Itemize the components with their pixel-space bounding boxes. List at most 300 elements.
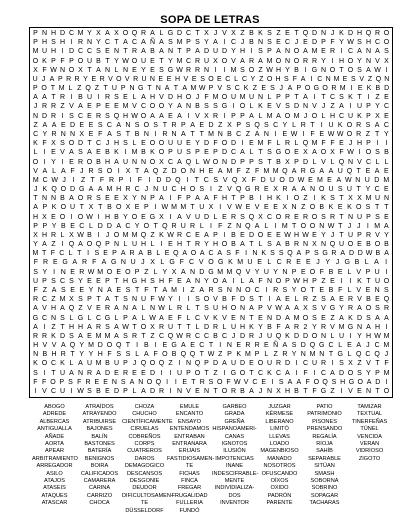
grid-letter[interactable]: E [94,378,100,386]
grid-letter[interactable]: L [52,167,57,175]
grid-letter[interactable]: O [300,286,307,294]
grid-letter[interactable]: V [276,103,281,111]
grid-letter[interactable]: I [34,387,37,395]
grid-letter[interactable]: Z [258,66,263,74]
grid-letter[interactable]: P [42,277,47,285]
grid-letter[interactable]: Y [312,323,317,331]
grid-letter[interactable]: C [185,30,192,38]
grid-letter[interactable]: Z [80,176,86,184]
grid-letter[interactable]: H [221,195,228,203]
grid-letter[interactable]: I [97,231,100,239]
grid-letter[interactable]: F [144,286,149,294]
grid-letter[interactable]: B [150,48,155,56]
grid-letter[interactable]: W [131,112,138,120]
grid-letter[interactable]: U [212,48,219,56]
grid-letter[interactable]: N [50,314,57,322]
grid-letter[interactable]: H [149,94,156,102]
grid-letter[interactable]: B [375,85,381,93]
grid-letter[interactable]: A [195,195,200,203]
grid-letter[interactable]: N [104,66,111,74]
grid-letter[interactable]: O [284,149,291,157]
grid-letter[interactable]: L [199,222,204,230]
grid-letter[interactable]: Y [141,66,146,74]
grid-letter[interactable]: U [212,305,219,313]
grid-letter[interactable]: M [263,167,270,175]
grid-letter[interactable]: Y [250,75,256,83]
grid-letter[interactable]: P [87,296,92,304]
grid-letter[interactable]: D [149,369,156,377]
grid-letter[interactable]: O [217,378,223,386]
grid-letter[interactable]: M [131,149,138,157]
grid-letter[interactable]: Y [321,57,326,65]
grid-letter[interactable]: A [195,48,200,56]
grid-letter[interactable]: M [338,323,345,331]
grid-letter[interactable]: K [357,112,362,120]
grid-letter[interactable]: X [51,140,56,148]
grid-letter[interactable]: A [138,250,144,258]
grid-letter[interactable]: D [347,30,354,38]
grid-letter[interactable]: S [350,75,356,83]
grid-letter[interactable]: U [176,149,183,157]
grid-letter[interactable]: R [50,112,57,120]
grid-letter[interactable]: A [254,131,260,138]
grid-letter[interactable]: A [177,213,182,221]
grid-letter[interactable]: O [365,305,372,313]
grid-letter[interactable]: D [106,222,112,230]
grid-letter[interactable]: L [69,360,74,368]
grid-letter[interactable]: G [32,314,39,322]
grid-letter[interactable]: I [313,94,316,102]
grid-letter[interactable]: A [51,286,57,294]
grid-letter[interactable]: A [159,48,164,56]
grid-letter[interactable]: T [375,387,380,395]
grid-letter[interactable]: K [366,85,372,93]
grid-letter[interactable]: S [339,94,344,102]
grid-letter[interactable]: P [227,351,232,359]
grid-letter[interactable]: W [266,66,273,74]
grid-letter[interactable]: L [375,158,380,166]
grid-letter[interactable]: C [189,259,195,267]
grid-letter[interactable]: R [284,213,291,221]
grid-letter[interactable]: E [79,286,85,294]
grid-letter[interactable]: I [313,369,316,377]
grid-letter[interactable]: R [230,213,237,221]
grid-letter[interactable]: R [95,323,102,331]
grid-letter[interactable]: O [221,94,228,102]
grid-letter[interactable]: N [155,85,161,93]
grid-letter[interactable]: D [348,250,355,258]
grid-letter[interactable]: A [291,186,297,194]
grid-letter[interactable]: L [160,259,165,267]
grid-letter[interactable]: A [107,286,112,294]
grid-letter[interactable]: O [203,296,210,304]
grid-letter[interactable]: N [221,158,228,166]
grid-letter[interactable]: A [276,241,281,249]
grid-letter[interactable]: S [278,250,284,258]
grid-letter[interactable]: X [282,204,288,212]
grid-letter[interactable]: S [96,48,101,56]
grid-letter[interactable]: M [309,351,316,359]
grid-letter[interactable]: P [305,250,310,258]
grid-letter[interactable]: J [258,332,263,340]
grid-letter[interactable]: P [365,268,371,276]
grid-letter[interactable]: A [204,195,209,203]
grid-letter[interactable]: S [291,342,297,350]
grid-letter[interactable]: T [194,176,199,184]
grid-letter[interactable]: K [339,30,344,38]
grid-letter[interactable]: A [180,342,186,350]
grid-letter[interactable]: Y [51,158,56,166]
grid-letter[interactable]: D [221,48,228,56]
grid-letter[interactable]: U [374,195,381,203]
grid-letter[interactable]: F [330,39,335,47]
grid-letter[interactable]: T [51,94,56,102]
grid-letter[interactable]: A [162,286,168,294]
grid-letter[interactable]: I [340,48,343,56]
grid-letter[interactable]: D [230,140,237,148]
grid-letter[interactable]: A [88,186,94,194]
grid-letter[interactable]: F [179,259,184,267]
grid-letter[interactable]: R [171,222,177,230]
grid-letter[interactable]: U [347,112,354,120]
grid-letter[interactable]: I [43,158,46,166]
grid-letter[interactable]: T [328,351,334,359]
grid-letter[interactable]: L [141,305,146,313]
grid-letter[interactable]: X [276,387,281,395]
grid-letter[interactable]: M [131,231,138,239]
grid-letter[interactable]: E [114,103,119,111]
grid-letter[interactable]: V [231,57,236,65]
grid-letter[interactable]: Y [123,213,128,221]
grid-letter[interactable]: F [218,222,223,230]
grid-letter[interactable]: Y [96,39,101,47]
grid-letter[interactable]: E [300,268,306,276]
grid-letter[interactable]: A [217,167,223,175]
grid-letter[interactable]: L [240,277,245,285]
grid-letter[interactable]: P [231,112,236,120]
grid-letter[interactable]: E [285,30,290,38]
grid-letter[interactable]: L [347,286,352,294]
grid-letter[interactable]: C [328,342,334,350]
grid-letter[interactable]: O [383,39,390,47]
grid-letter[interactable]: A [116,121,122,129]
grid-letter[interactable]: O [194,369,201,377]
grid-letter[interactable]: E [319,286,325,294]
grid-letter[interactable]: I [331,360,334,368]
grid-letter[interactable]: H [284,387,291,395]
grid-letter[interactable]: E [52,259,58,267]
grid-letter[interactable]: U [337,167,343,175]
grid-letter[interactable]: Z [365,131,371,138]
grid-letter[interactable]: P [105,277,110,285]
grid-letter[interactable]: T [231,195,236,203]
grid-letter[interactable]: N [122,66,129,74]
grid-letter[interactable]: O [347,369,354,377]
grid-letter[interactable]: E [195,387,200,395]
grid-letter[interactable]: N [284,48,291,56]
grid-letter[interactable]: O [208,75,214,83]
grid-letter[interactable]: P [312,277,317,285]
grid-letter[interactable]: O [140,323,147,331]
grid-letter[interactable]: V [159,94,164,102]
grid-letter[interactable]: Ñ [149,39,156,47]
grid-letter[interactable]: O [122,30,129,38]
grid-letter[interactable]: Q [346,167,353,175]
grid-letter[interactable]: R [194,241,201,249]
grid-letter[interactable]: A [249,277,254,285]
grid-letter[interactable]: F [50,250,56,258]
grid-letter[interactable]: D [97,342,103,350]
grid-letter[interactable]: R [122,369,129,377]
grid-letter[interactable]: M [226,167,233,175]
grid-letter[interactable]: E [264,342,269,350]
grid-letter[interactable]: M [176,57,183,65]
grid-letter[interactable]: P [33,85,38,93]
grid-letter[interactable]: H [275,66,282,74]
grid-letter[interactable]: W [86,213,93,221]
grid-letter[interactable]: C [273,121,279,129]
grid-letter[interactable]: U [140,57,147,65]
grid-letter[interactable]: I [358,149,361,157]
grid-letter[interactable]: R [131,48,138,56]
grid-letter[interactable]: Y [88,286,94,294]
grid-letter[interactable]: A [330,296,335,304]
grid-letter[interactable]: A [374,121,380,129]
grid-letter[interactable]: R [208,286,214,294]
grid-letter[interactable]: U [230,94,237,102]
grid-letter[interactable]: N [32,112,39,120]
grid-letter[interactable]: P [180,121,186,129]
grid-letter[interactable]: H [340,378,346,386]
grid-letter[interactable]: I [340,277,343,285]
grid-letter[interactable]: Y [114,57,119,65]
grid-letter[interactable]: V [366,360,371,368]
grid-letter[interactable]: C [77,112,84,120]
grid-letter[interactable]: N [185,103,192,111]
grid-letter[interactable]: U [86,57,93,65]
grid-letter[interactable]: C [329,94,336,102]
grid-letter[interactable]: Y [365,186,371,194]
grid-letter[interactable]: X [33,66,38,74]
grid-letter[interactable]: G [337,351,343,359]
grid-letter[interactable]: I [53,268,56,276]
grid-letter[interactable]: X [204,112,209,120]
grid-letter[interactable]: Y [357,57,362,65]
grid-letter[interactable]: T [339,195,344,203]
grid-letter[interactable]: O [68,66,75,74]
grid-letter[interactable]: N [384,75,390,83]
grid-letter[interactable]: H [41,39,48,47]
grid-letter[interactable]: W [161,204,169,212]
grid-letter[interactable]: L [347,268,352,276]
grid-letter[interactable]: W [198,85,206,93]
grid-letter[interactable]: F [339,149,344,157]
grid-letter[interactable]: C [50,387,57,395]
grid-letter[interactable]: H [212,241,219,249]
grid-letter[interactable]: Y [325,259,331,267]
grid-letter[interactable]: N [140,195,147,203]
grid-letter[interactable]: E [337,268,343,276]
grid-letter[interactable]: C [275,369,282,377]
grid-letter[interactable]: A [78,241,83,249]
grid-letter[interactable]: E [134,204,140,212]
grid-letter[interactable]: I [61,241,64,249]
grid-letter[interactable]: N [226,286,232,294]
grid-letter[interactable]: A [96,66,101,74]
grid-letter[interactable]: I [349,332,352,340]
grid-letter[interactable]: Q [68,241,75,249]
grid-letter[interactable]: X [231,30,236,38]
grid-letter[interactable]: G [221,103,228,111]
grid-letter[interactable]: H [33,342,39,350]
grid-letter[interactable]: H [50,30,57,38]
grid-letter[interactable]: L [141,314,146,322]
grid-letter[interactable]: J [231,332,236,340]
grid-letter[interactable]: I [295,369,298,377]
grid-letter[interactable]: T [77,250,82,258]
grid-letter[interactable]: O [162,351,168,359]
grid-letter[interactable]: S [123,296,128,304]
grid-letter[interactable]: G [275,149,282,157]
grid-letter[interactable]: L [264,222,269,230]
grid-letter[interactable]: R [125,186,131,194]
grid-letter[interactable]: Q [68,305,75,313]
grid-letter[interactable]: O [115,204,122,212]
grid-letter[interactable]: S [199,186,205,194]
grid-letter[interactable]: A [33,94,38,102]
grid-letter[interactable]: A [339,314,344,322]
grid-letter[interactable]: Q [95,241,102,249]
grid-letter[interactable]: M [383,369,390,377]
grid-letter[interactable]: D [293,332,300,340]
grid-letter[interactable]: N [291,204,297,212]
grid-letter[interactable]: E [141,140,146,148]
grid-letter[interactable]: W [176,332,183,340]
grid-letter[interactable]: R [300,167,306,175]
grid-letter[interactable]: D [293,103,300,111]
grid-letter[interactable]: C [317,75,323,83]
grid-letter[interactable]: E [258,314,263,322]
grid-letter[interactable]: P [213,149,218,157]
grid-letter[interactable]: G [171,342,177,350]
grid-letter[interactable]: G [320,387,327,395]
grid-letter[interactable]: V [60,149,65,157]
grid-letter[interactable]: P [168,149,173,157]
grid-letter[interactable]: V [375,231,380,239]
grid-letter[interactable]: N [319,351,325,359]
grid-letter[interactable]: E [164,250,170,258]
grid-letter[interactable]: R [176,231,183,239]
grid-letter[interactable]: Z [168,360,173,368]
grid-letter[interactable]: D [199,268,205,276]
grid-letter[interactable]: V [254,204,260,212]
grid-letter[interactable]: L [364,259,369,267]
grid-letter[interactable]: T [135,286,140,294]
grid-letter[interactable]: T [125,131,131,138]
grid-letter[interactable]: U [130,259,136,267]
grid-letter[interactable]: R [95,112,102,120]
grid-letter[interactable]: C [236,131,242,138]
grid-letter[interactable]: T [208,342,214,350]
grid-letter[interactable]: C [374,342,380,350]
grid-letter[interactable]: A [33,204,38,212]
grid-letter[interactable]: N [319,222,325,230]
grid-letter[interactable]: A [107,131,112,138]
grid-letter[interactable]: S [285,103,290,111]
grid-letter[interactable]: U [263,268,269,276]
grid-letter[interactable]: Y [384,231,389,239]
grid-letter[interactable]: Z [162,167,167,175]
grid-letter[interactable]: Q [173,250,179,258]
grid-letter[interactable]: F [33,286,38,294]
grid-letter[interactable]: R [66,75,72,83]
grid-letter[interactable]: R [51,131,57,138]
grid-letter[interactable]: P [291,268,297,276]
grid-letter[interactable]: A [69,195,74,203]
grid-letter[interactable]: N [129,85,135,93]
grid-letter[interactable]: J [321,103,326,111]
grid-letter[interactable]: J [258,387,263,395]
grid-letter[interactable]: O [212,158,219,166]
grid-letter[interactable]: E [365,167,371,175]
grid-letter[interactable]: A [159,112,164,120]
grid-letter[interactable]: E [79,121,85,129]
grid-letter[interactable]: Y [162,268,168,276]
grid-letter[interactable]: I [385,66,388,74]
grid-letter[interactable]: D [203,323,210,331]
grid-letter[interactable]: A [87,149,92,157]
grid-letter[interactable]: U [86,360,93,368]
grid-letter[interactable]: X [285,158,290,166]
grid-letter[interactable]: C [338,112,345,120]
grid-letter[interactable]: E [312,231,317,239]
grid-letter[interactable]: L [195,323,200,331]
grid-letter[interactable]: I [61,158,64,166]
grid-letter[interactable]: Q [282,167,288,175]
grid-letter[interactable]: R [329,213,336,221]
grid-letter[interactable]: S [278,378,284,386]
grid-letter[interactable]: O [41,360,48,368]
grid-letter[interactable]: R [162,131,168,138]
grid-letter[interactable]: Z [227,222,232,230]
grid-letter[interactable]: T [258,296,263,304]
grid-letter[interactable]: F [303,369,308,377]
grid-letter[interactable]: R [158,387,165,395]
grid-letter[interactable]: T [135,167,140,175]
grid-letter[interactable]: L [89,222,93,230]
grid-letter[interactable]: R [293,323,300,331]
grid-letter[interactable]: M [58,85,65,93]
grid-letter[interactable]: X [213,57,218,65]
grid-letter[interactable]: Y [83,75,88,83]
grid-letter[interactable]: T [356,186,361,194]
grid-letter[interactable]: H [374,323,381,331]
grid-letter[interactable]: I [148,176,151,184]
grid-letter[interactable]: C [59,277,66,285]
grid-letter[interactable]: C [203,176,209,184]
grid-letter[interactable]: S [96,195,101,203]
grid-letter[interactable]: I [214,66,217,74]
grid-letter[interactable]: Y [366,369,371,377]
grid-letter[interactable]: T [96,296,101,304]
grid-letter[interactable]: X [375,112,380,120]
grid-letter[interactable]: N [263,131,269,138]
grid-letter[interactable]: S [60,314,65,322]
grid-letter[interactable]: C [185,57,192,65]
grid-letter[interactable]: Z [357,360,362,368]
grid-letter[interactable]: Y [42,268,48,276]
grid-letter[interactable]: L [33,149,38,157]
